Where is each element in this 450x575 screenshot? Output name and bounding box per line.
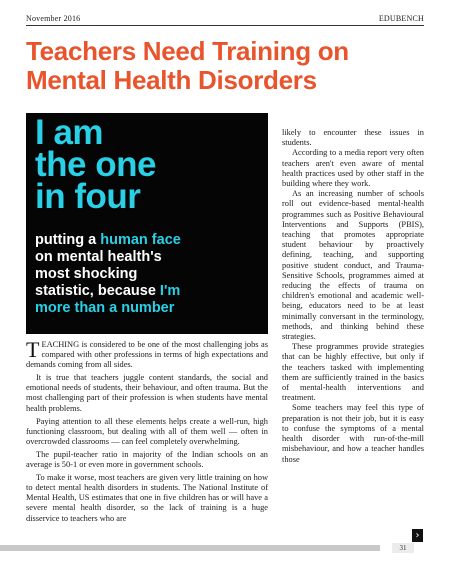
issue-date: November 2016: [26, 14, 81, 23]
poster-subtext: [35, 232, 263, 317]
poster-big-line: I am: [35, 113, 104, 152]
poster-line: [35, 283, 263, 300]
poster-line: most shocking: [35, 266, 138, 282]
paragraph: Paying attention to all these elements helps create a well-run, high functioning classroom, but dealing with all of them well — often in overcrowded classrooms — can feel completely overwhelming.: [26, 416, 268, 446]
paragraph: Some teachers may feel this type of preparation is not their job, but it is easy to confuse the symptoms of a mental health disorder with run-of-the-mill misbehaviour, and how a teacher handles those: [282, 403, 424, 464]
page-number: 31: [392, 543, 414, 553]
paragraph: To make it worse, most teachers are given very little training on how to detect mental health disorders in students. The National Institute of Mental Health, US estimates that one in five children has or will have a severe mental health disorder, so the lack of training is a huge disservice to teachers who are: [26, 473, 268, 523]
paragraph: likely to encounter these issues in students.: [282, 128, 424, 148]
paragraph: As an increasing number of schools roll out evidence-based mental-health programmes such as Positive Behavioural Interventions and Supports (PBIS), teaching that promotes appropriate student behaviour by proactively defining, teaching, and supporting positive student conduct, and Trauma-Sensitive Schools, programmes aimed at reducing the effects of trauma on children's emotional and academic well-being, educators need to be at least minimally conversant in the terminology, methods, and thinking behind these strategies.: [282, 189, 424, 342]
poster-line: [35, 232, 263, 249]
paragraph: These programmes provide strategies that can be highly effective, but only if the teachers tasked with implementing them are sufficiently trained in the basics of mental-health interventions and treatment.: [282, 342, 424, 403]
paragraph: The pupil-teacher ratio in majority of the Indian schools on an average is 50-1 or even more in government schools.: [26, 449, 268, 470]
article-column-right: [282, 128, 424, 465]
poster-highlight: human face: [100, 232, 181, 248]
poster-big-line: the one: [35, 145, 156, 184]
chevron-right-icon[interactable]: ›: [412, 529, 423, 542]
drop-cap: T: [26, 337, 40, 362]
poster-highlight: more than a number: [35, 300, 175, 316]
poster-line: on mental health's: [35, 249, 162, 265]
paragraph: According to a media report very often teachers aren't even aware of mental health practices used by other staff in the building where they work.: [282, 148, 424, 189]
article-headline: Teachers Need Training on Mental Health Disorders: [26, 36, 349, 95]
publication-name: EDUBENCH: [378, 14, 424, 23]
poster-text: statistic, because: [35, 283, 160, 299]
footer-bar: [0, 545, 380, 551]
poster-big-line: in four: [35, 177, 141, 216]
article-column-left: [26, 337, 268, 527]
campaign-poster-image: [26, 113, 268, 334]
poster-highlight: I'm: [159, 283, 181, 299]
poster-large-text: [35, 113, 156, 216]
paragraph-text: EACHING is considered to be one of the most challenging jobs as compared with other professions in terms of high expectations and demands coming from all sides.: [26, 340, 268, 370]
poster-line: [35, 300, 263, 317]
poster-text: putting a: [35, 232, 101, 248]
header-rule: [26, 25, 424, 26]
paragraph: It is true that teachers juggle content standards, the social and emotional needs of students, their behaviour, and often trauma. But the most challenging part of their profession is when students have mental health problems.: [26, 373, 268, 413]
paragraph: [26, 337, 268, 370]
